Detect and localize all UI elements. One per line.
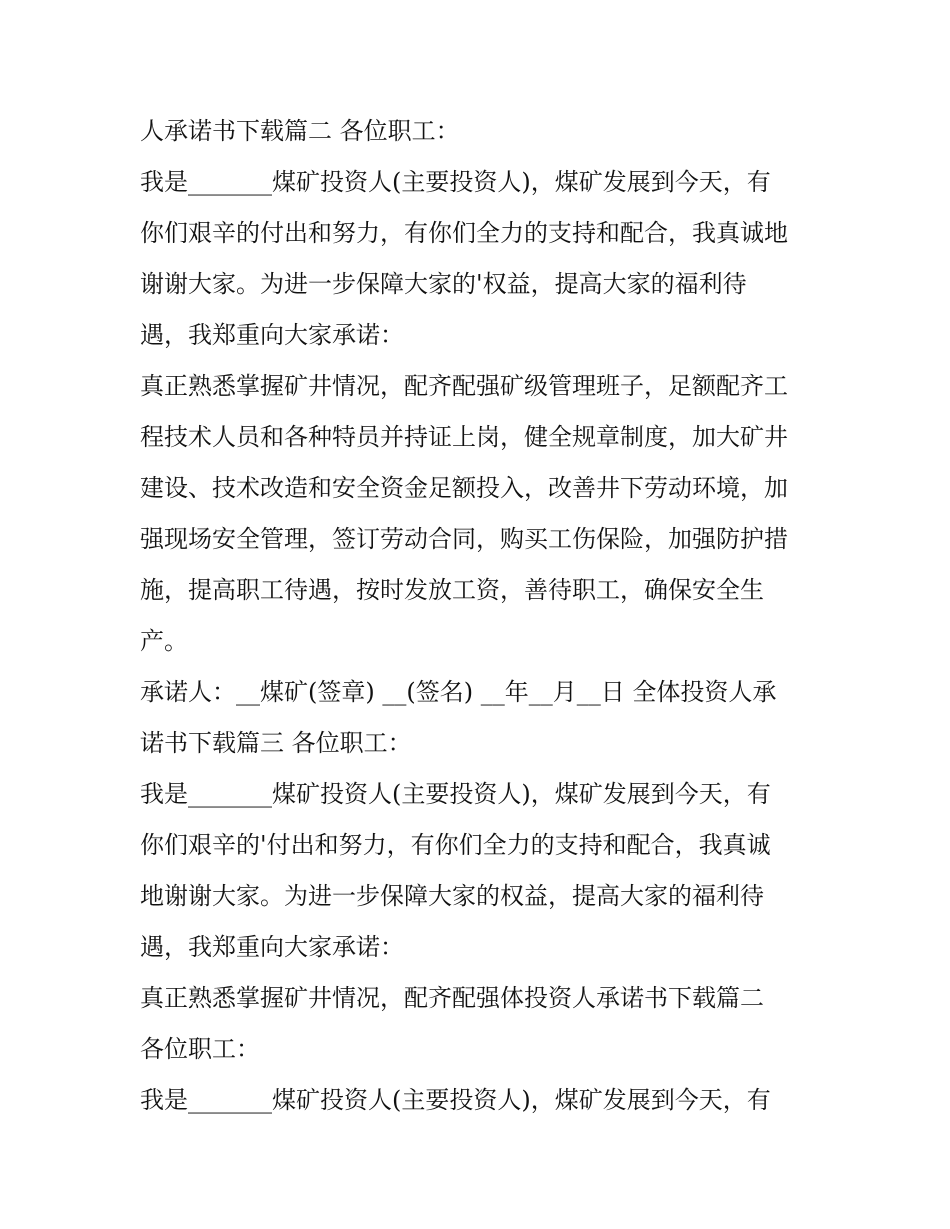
text-line: 我是_______煤矿投资人(主要投资人)，煤矿发展到今天，有 (140, 780, 771, 808)
text-line: 建设、技术改造和安全资金足额投入，改善井下劳动环境，加 (140, 474, 788, 502)
text-line: 各位职工： (140, 1035, 260, 1063)
text-line: 诺书下载篇三 各位职工： (140, 729, 412, 757)
text-line: 我是_______煤矿投资人(主要投资人)，煤矿发展到今天，有 (140, 168, 771, 196)
text-line: 真正熟悉掌握矿井情况，配齐配强矿级管理班子，足额配齐工 (140, 372, 788, 400)
text-line: 遇，我郑重向大家承诺： (140, 321, 404, 349)
text-line: 施，提高职工待遇，按时发放工资，善待职工，确保安全生 (140, 576, 764, 604)
text-line: 地谢谢大家。为进一步保障大家的权益，提高大家的福利待 (140, 882, 764, 910)
text-line: 承诺人：__煤矿(签章) __(签名) __年__月__日 全体投资人承 (140, 678, 777, 706)
text-line: 你们艰辛的'付出和努力，有你们全力的支持和配合，我真诚 (140, 831, 771, 859)
text-line: 遇，我郑重向大家承诺： (140, 933, 404, 961)
text-line: 谢谢大家。为进一步保障大家的'权益，提高大家的福利待 (140, 270, 747, 298)
text-line: 强现场安全管理，签订劳动合同，购买工伤保险，加强防护措 (140, 525, 788, 553)
text-line: 产。 (140, 627, 188, 655)
document-body (140, 106, 820, 1126)
text-line: 真正熟悉掌握矿井情况，配齐配强体投资人承诺书下载篇二 (140, 984, 764, 1012)
text-line: 人承诺书下载篇二 各位职工： (140, 117, 460, 145)
text-line: 程技术人员和各种特员并持证上岗，健全规章制度，加大矿井 (140, 423, 788, 451)
text-line: 我是_______煤矿投资人(主要投资人)，煤矿发展到今天，有 (140, 1086, 771, 1114)
text-line: 你们艰辛的付出和努力，有你们全力的支持和配合，我真诚地 (140, 219, 788, 247)
